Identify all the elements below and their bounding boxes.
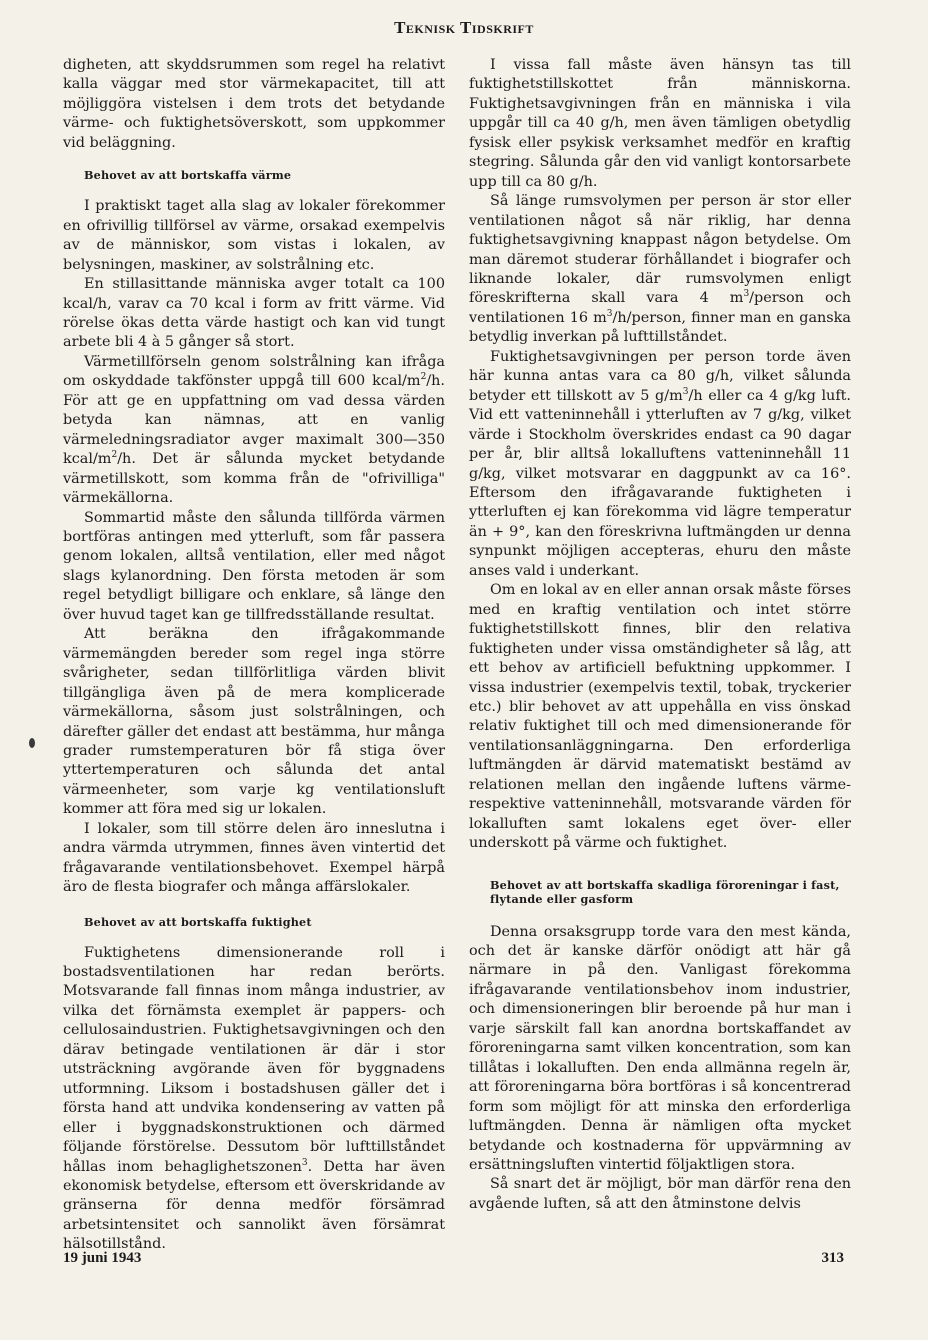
paragraph: Fuktighetsavgivningen per person torde även här kunna antas vara ca 80 g/h, vilket sålunda betyder ett tillskott av 5 $g/m^3/h$ eller ca 4 g/kg luft. Vid ett vatteninnehåll i ytterluften av 7 g/kg, vilket värde i Stockholm överskrides endast ca 90 dagar per år, blir alltså lokalluftens vatteninnehåll 11 g/kg, vilket motsvarar en daggpunkt av ca 16°. Eftersom den ifrågavarande fuktigheten i ytterluften ej kan förekomma vid lägre temperatur än + 9°, kan den föreskrivna luftmängden ur denna synpunkt möjligen accepteras, ehuru den måste anses vald i underkant. (469, 348, 852, 579)
paragraph: Värmetillförseln genom solstrålning kan ifråga om oskyddade takfönster uppgå till 600 kcal/$m^2/h$. För att ge en uppfattning om vad dessa värden betyda kan nämnas, att en vanlig värmeledningsradiator avger maximalt 300—350 kcal/$m^2/h$. Det är sålunda mycket betydande värmetillskott, som komma från de "ofrivilliga" värmekällorna. (63, 353, 445, 507)
paragraph: I vissa fall måste även hänsyn tas till fuktighetstillskottet från människorna. Fuktighetsavgivningen från en människa i vila uppgår till ca 40 g/h, men även tämligen obetydlig fysisk eller psykisk verksamhet medför en kraftig stegring. Sålunda går den vid vanligt kontorsarbete upp till ca 80 g/h. (469, 57, 851, 190)
journal-title: Teknisk Tidskrift (394, 18, 534, 37)
section-heading: Behovet av att bortskaffa fuktighet (84, 914, 312, 929)
page-number: 313 (821, 1250, 844, 1266)
paragraph: Så snart det är möjligt, bör man därför rena den avgående luften, så att den åtminstone delvis (469, 1176, 851, 1212)
section-heading: Behovet av att bortskaffa värme (84, 168, 292, 183)
paragraph: Denna orsaksgrupp torde vara den mest kända, och det är kanske därför onödigt att här gå närmare in på den. Vanligast förekomma ifrågavarande ventilationsbehov inom industrier, och dimensioneringen blir beroende på hur man i varje särskilt fall kan anordna bortskaffandet av föroreningarna samt vilken koncentration, som kan tillåtas i lokalluften. Den enda allmänna regeln är, att föroreningarna böra bortföras i så koncentrerad form som möjligt för att minska den erforderliga luftmängden. Denna är nämligen ofta mycket betydande och kostnaderna för uppvärmning av ersättningsluften vintertid följaktligen stora. (469, 923, 851, 1174)
issue-date: 19 juni 1943 (63, 1250, 142, 1266)
right-column (469, 56, 851, 1214)
paragraph: Fuktighetens dimensionerande roll i bostadsventilationen har redan berörts. Motsvarande fall finnas inom många industrier, av vilka det förnämsta exemplet är pappers- och cellulosaindustrien. Fuktighetsavgivningen och den därav betingade ventilationen är där i stor utsträckning avgörande även för byggnadens utformning. Liksom i bostadshusen gäller det i första hand att undvika kondensering av vatten på eller i byggnadskonstruktionen och därmed följande förstörelse. Dessutom bör lufttillståndet hållas inom behaglighetszonen$^3$. Detta har även ekonomisk betydelse, eftersom ett överskridande av gränserna för denna medför försämrad arbetsintensitet och sannolikt även försämrat hälsotillstånd. (63, 944, 445, 1253)
paragraph: En stillasittande människa avger totalt ca 100 kcal/h, varav ca 70 kcal i form av fritt värme. Vid rörelse ökas detta värde hastigt och kan vid tungt arbete bli 4 à 5 gånger så stort. (63, 276, 445, 351)
paragraph: Om en lokal av en eller annan orsak måste förses med en kraftig ventilation och intet större fuktighetstillskott finnes, blir den relativa fuktigheten under vissa omständigheter så låg, att ett behov av artificiell befuktning uppkommer. I vissa industrier (exempelvis textil, tobak, tryckerier etc.) blir behovet av att uppehålla en viss önskad relativ fuktighet till och med dimensionerande för ventilationsanläggningarna. Den erforderliga luftmängden är därvid matematiskt bestämd av relationen mellan den ingående luftens värme- respektive vatteninnehåll, motsvarande värden för lokalluften samt lokalens eget över- eller underskott på värme och fuktighet. (469, 582, 851, 852)
paragraph: I lokaler, som till större delen äro inneslutna i andra värmda utrymmen, finnes även vintertid det frågavarande ventilationsbehovet. Exempel härpå äro de flesta biografer och många affärslokaler. (63, 820, 445, 896)
paragraph: Sommartid måste den sålunda tillförda värmen bortföras antingen med ytterluft, som får passera genom lokalen, alltså ventilation, eller med något slags kylanordning. Den första metoden är som regel betydligt billigare och enklare, så länge den över huvud taget kan ge tillfredsställande resultat. (63, 509, 445, 623)
margin-mark (29, 738, 35, 748)
paragraph: Så länge rumsvolymen per person är stor eller ventilationen något så när riklig, har denna fuktighetsavgivning knappast någon betydelse. Om man däremot studerar förhållandet i biografer och liknande lokaler, där rumsvolymen enligt föreskrifterna skall vara 4 $m^3$/person och ventilationen 16 $m^3/h$/person, finner man en ganska betydlig inverkan på lufttillståndet. (469, 193, 851, 346)
paragraph: Att beräkna den ifrågakommande värmemängden bereder som regel inga större svårigheter, sedan tillförlitliga värden blivit tillgängliga även på de mera komplicerade värmekällorna, såsom just solstrålningen, och därefter gäller det endast att bestämma, hur många grader rumstemperaturen bör få stiga över yttertemperaturen och sålunda det antal värmeenheter, som varje kg ventilationsluft kommer att föra med sig ur lokalen. (63, 626, 445, 818)
section-heading: Behovet av att bortskaffa skadliga föroreningar i fast, flytande eller gasform (490, 877, 840, 906)
left-column (63, 56, 445, 1255)
paragraph: I praktiskt taget alla slag av lokaler förekommer en ofrivillig tillförsel av värme, orsakad exempelvis av de människor, som vistas i lokalen, av belysningen, maskiner, av solstrålning etc. (63, 198, 445, 273)
paragraph: digheten, att skyddsrummen som regel ha relativt kalla väggar med stor värmekapacitet, till att möjliggöra vistelsen i dem trots det betydande värme- och fuktighetsöverskott, som uppkommer vid beläggning. (63, 57, 445, 151)
